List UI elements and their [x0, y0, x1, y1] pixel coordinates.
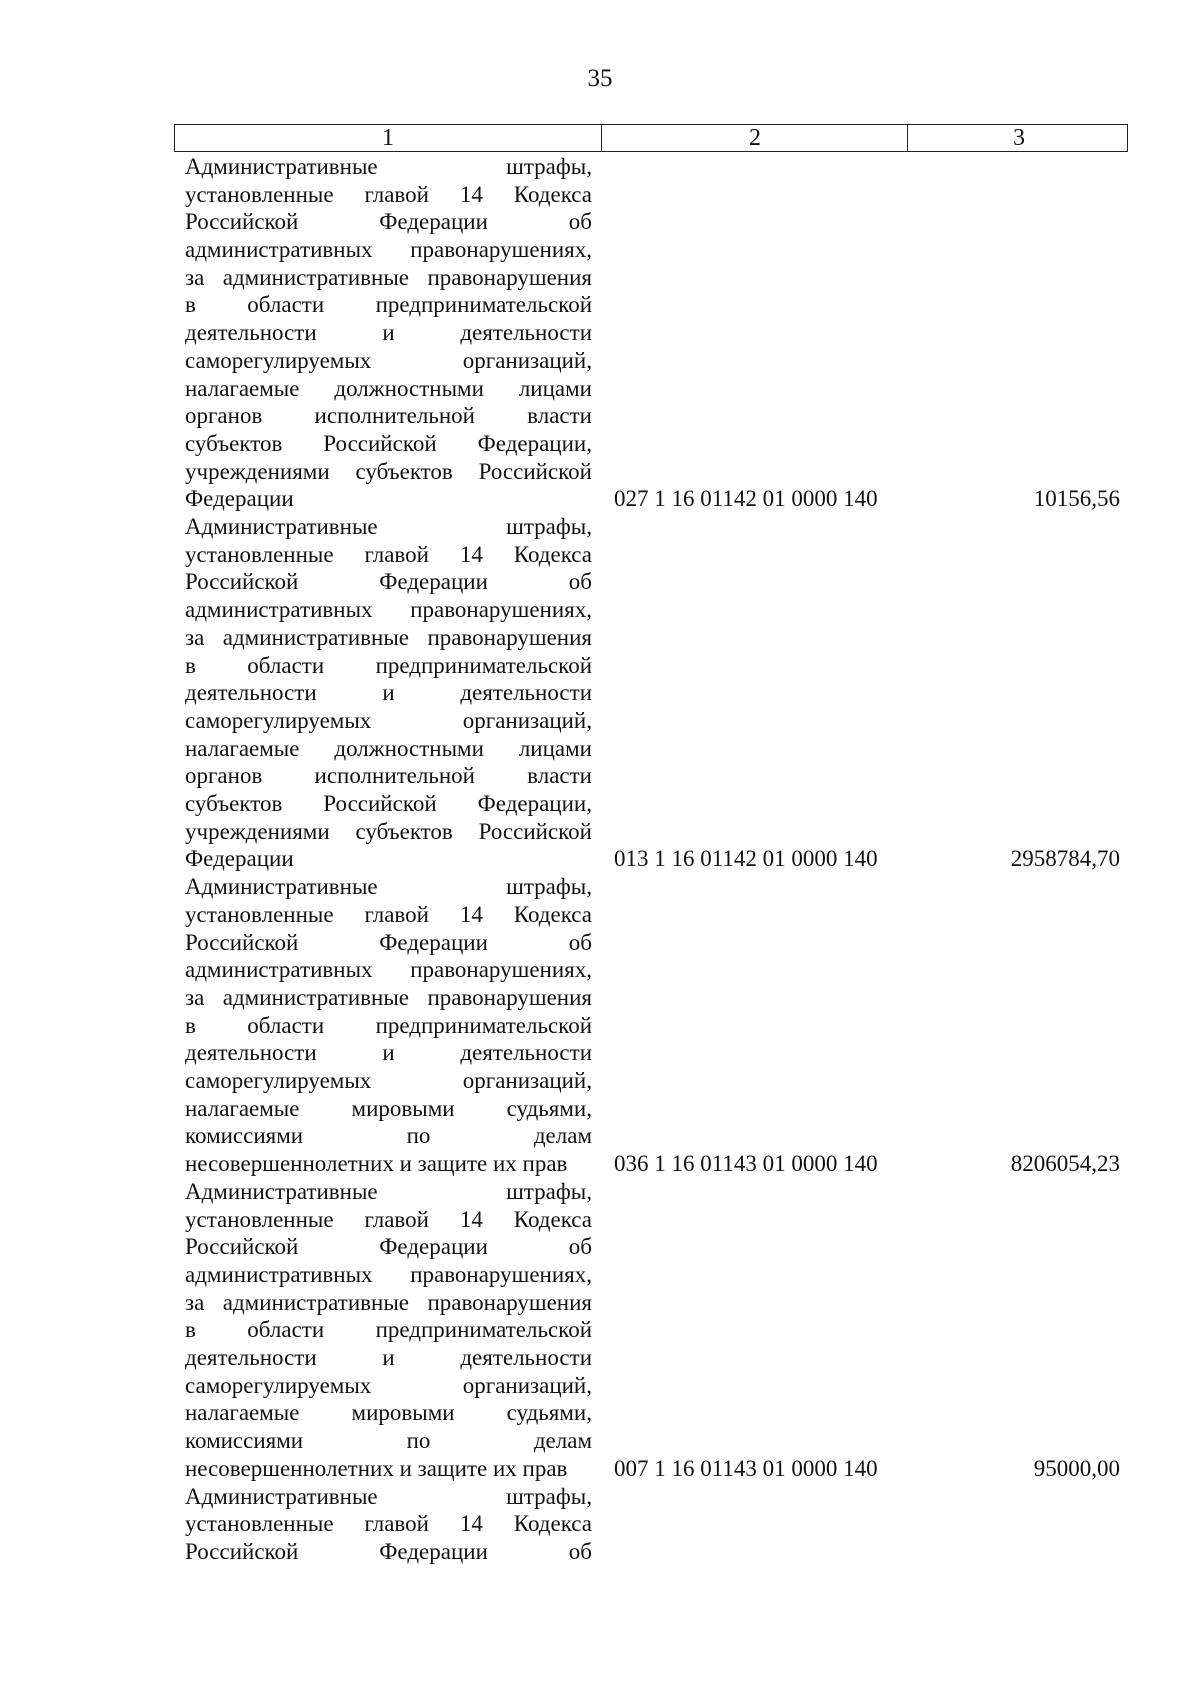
row-code: 013 1 16 01142 01 0000 140	[614, 846, 878, 872]
description-line: органов исполнительной власти	[185, 403, 592, 429]
description-line: учреждениями субъектов Российской	[185, 818, 592, 844]
column-header-2: 2	[601, 125, 908, 151]
description-line: Российской Федерации об	[185, 569, 592, 595]
row-amount: 95000,00	[1033, 1455, 1120, 1481]
row-code: 007 1 16 01143 01 0000 140	[614, 1455, 878, 1481]
row-description	[185, 1178, 592, 1483]
description-line: комиссиями по делам	[185, 1123, 592, 1149]
row-description	[185, 513, 592, 873]
row-description	[185, 873, 592, 1178]
description-line: установленные главой 14 Кодекса	[185, 1511, 592, 1537]
row-description	[185, 153, 592, 513]
description-line: Административные штрафы,	[185, 874, 592, 900]
description-line: налагаемые должностными лицами	[185, 735, 592, 761]
description-line: административных правонарушениях,	[185, 957, 592, 983]
row-code: 036 1 16 01143 01 0000 140	[614, 1151, 878, 1177]
description-line: саморегулируемых организаций,	[185, 347, 592, 373]
description-line: установленные главой 14 Кодекса	[185, 1206, 592, 1232]
description-line: в области предпринимательской	[185, 1012, 592, 1038]
description-line: учреждениями субъектов Российской	[185, 458, 592, 484]
row-code: 027 1 16 01142 01 0000 140	[614, 486, 878, 512]
description-line: налагаемые мировыми судьями,	[185, 1400, 592, 1426]
description-line: деятельности и деятельности	[185, 1040, 592, 1066]
description-line: административных правонарушениях,	[185, 597, 592, 623]
description-line: субъектов Российской Федерации,	[185, 790, 592, 816]
description-line: Российской Федерации об	[185, 1538, 592, 1564]
description-line: деятельности и деятельности	[185, 680, 592, 706]
description-line: административных правонарушениях,	[185, 1261, 592, 1287]
description-line: субъектов Российской Федерации,	[185, 430, 592, 456]
table-header-row	[174, 124, 1128, 152]
description-line: налагаемые мировыми судьями,	[185, 1095, 592, 1121]
description-line: за административные правонарушения	[185, 624, 592, 650]
description-line: Административные штрафы,	[185, 154, 592, 179]
description-line: несовершеннолетних и защите их прав	[185, 1151, 568, 1177]
description-line: за административные правонарушения	[185, 1289, 592, 1315]
description-line: административных правонарушениях,	[185, 237, 592, 263]
row-amount: 2958784,70	[1010, 846, 1120, 872]
description-line: деятельности и деятельности	[185, 320, 592, 346]
description-line: в области предпринимательской	[185, 1317, 592, 1343]
description-line: в области предпринимательской	[185, 652, 592, 678]
description-line: Административные штрафы,	[185, 1483, 592, 1509]
description-line: за административные правонарушения	[185, 984, 592, 1010]
description-line: в области предпринимательской	[185, 292, 592, 318]
description-line: саморегулируемых организаций,	[185, 1372, 592, 1398]
column-header-1: 1	[382, 125, 394, 151]
page-number: 35	[587, 65, 613, 92]
description-line: Российской Федерации об	[185, 209, 592, 235]
description-line: несовершеннолетних и защите их прав	[185, 1455, 568, 1481]
description-line: налагаемые должностными лицами	[185, 375, 592, 401]
description-line: установленные главой 14 Кодекса	[185, 541, 592, 567]
description-line: саморегулируемых организаций,	[185, 707, 592, 733]
description-line: органов исполнительной власти	[185, 763, 592, 789]
description-line: Российской Федерации об	[185, 1234, 592, 1260]
column-header-3: 3	[907, 125, 1130, 151]
row-amount: 8206054,23	[1010, 1151, 1120, 1177]
description-line: за административные правонарушения	[185, 264, 592, 290]
description-line: деятельности и деятельности	[185, 1345, 592, 1371]
row-amount: 10156,56	[1033, 486, 1120, 512]
row-description	[185, 1483, 592, 1566]
description-line: комиссиями по делам	[185, 1428, 592, 1454]
description-line: Административные штрафы,	[185, 1178, 592, 1204]
description-line: саморегулируемых организаций,	[185, 1068, 592, 1093]
description-line: Российской Федерации об	[185, 929, 592, 955]
description-line: Административные штрафы,	[185, 514, 592, 540]
description-line: Федерации	[185, 486, 294, 512]
description-line: установленные главой 14 Кодекса	[185, 901, 592, 927]
description-line: Федерации	[185, 846, 294, 872]
description-line: установленные главой 14 Кодекса	[185, 181, 592, 207]
